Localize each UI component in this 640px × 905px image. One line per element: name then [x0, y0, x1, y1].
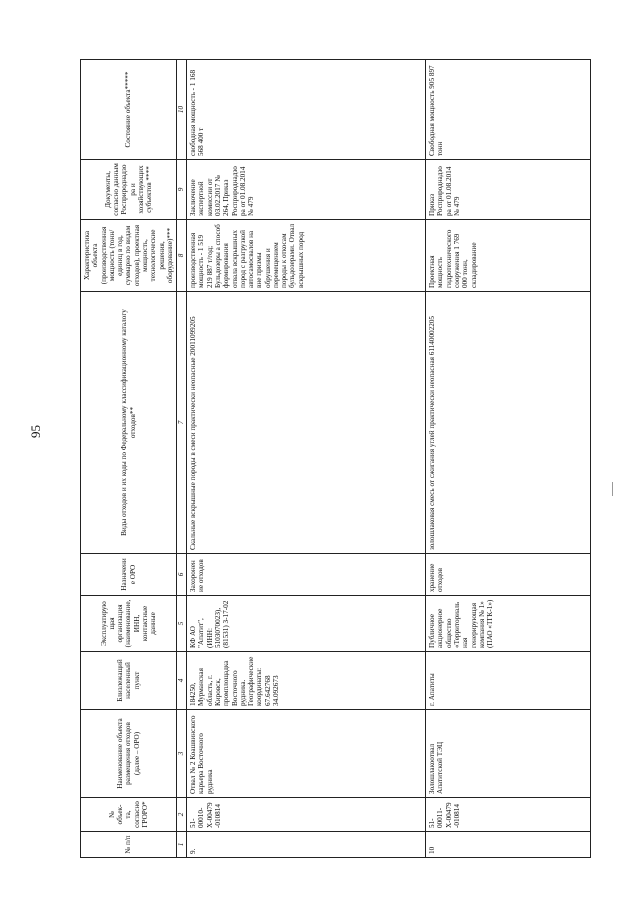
scan-mark: [612, 482, 613, 496]
table-row: [426, 60, 591, 858]
rotated-table-container: [80, 60, 600, 858]
column-number: 3: [177, 710, 187, 798]
page-number: 95: [28, 425, 43, 438]
cell-characteristics: производственная мощность - 1 519 219 887 т/год; Бульдозеры а способ формирования отвала вскрышных пород с разгрузкой автосамосвалов на вне призмы обрушения и перемещением породы к откосам бульдозерами. Отвал вскрышных пород: [187, 220, 426, 292]
header-cell-documents: Документы, согласно данным Росприроднадзора и хозяйствующих субъектов ****: [81, 160, 177, 220]
cell-waste-types: золошлаковая смесь от сжигания углей практически неопасная 61140002205: [426, 292, 591, 554]
column-number: 4: [177, 652, 187, 710]
column-number: 5: [177, 596, 187, 652]
cell-state: Свободная мощность 905 897 тонн: [426, 60, 591, 160]
waste-objects-table: [80, 59, 591, 858]
cell-name: Отвал № 2 Коашвинского карьера Восточного рудника: [187, 710, 426, 798]
cell-characteristics: Проектная мощность гидротехнического сооружения 1 769 000 тонн, складирование: [426, 220, 591, 292]
cell-purpose: Захоронение отходов: [187, 554, 426, 596]
cell-operator: КФ АО "Апатит", (ИНН: 5103070023), (81531) 3-17-02: [187, 596, 426, 652]
header-cell-name: Наименование объекта размещения отходов (далее – ОРО): [81, 710, 177, 798]
cell-number: 10: [426, 832, 591, 858]
header-cell-characteristics: Характеристика объекта (производственная мощность (тонн/единиц в год, суммарно по видам отходов), проектная мощность, технологические решения, оборудование)***: [81, 220, 177, 292]
column-number: 2: [177, 798, 187, 832]
column-number: 9: [177, 160, 187, 220]
column-number: 1: [177, 832, 187, 858]
header-cell-groro: № объек-та, согласно ГРОРО*: [81, 798, 177, 832]
header-cell-number: № п/п: [81, 832, 177, 858]
cell-groro: 51-00010-Х-00479-010814: [187, 798, 426, 832]
header-cell-operator: Эксплуатирующая организация (наименование, ИНН, контактные данные: [81, 596, 177, 652]
cell-name: Золошлакоотвал Апатитской ТЭЦ: [426, 710, 591, 798]
cell-settlement: г. Апатиты: [426, 652, 591, 710]
cell-documents: Приказ Росприроднадзора от 01.08.2014 № 479: [426, 160, 591, 220]
header-cell-purpose: Назначение ОРО: [81, 554, 177, 596]
cell-settlement: 184250, Мурманская область, г. Кировск, промплощадка Восточного рудника. Географические координаты: 67.642768 34.092673: [187, 652, 426, 710]
cell-waste-types: Скальные вскрышные породы в смеси практически неопасные 20011099205: [187, 292, 426, 554]
column-number-row: [177, 60, 187, 858]
cell-documents: Заключение экспертной комиссии от 03.02.2017 № 264, Приказ Росприроднадзора от 01.08.2014 № 479: [187, 160, 426, 220]
cell-purpose: хранение отходов: [426, 554, 591, 596]
column-number: 6: [177, 554, 187, 596]
column-number: 8: [177, 220, 187, 292]
column-number: 10: [177, 60, 187, 160]
cell-number: 9.: [187, 832, 426, 858]
header-cell-waste-types: Виды отходов и их коды по Федеральному классификационному каталогу отходов**: [81, 292, 177, 554]
cell-groro: 51-00011-Х-00479-010814: [426, 798, 591, 832]
column-number: 7: [177, 292, 187, 554]
header-cell-state: Состояние объекта*****: [81, 60, 177, 160]
table-header-row: [81, 60, 177, 858]
cell-state: свободная мощность - 1 168 568 400 т: [187, 60, 426, 160]
header-cell-settlement: Близлежащий населенный пункт: [81, 652, 177, 710]
table-row: [187, 60, 426, 858]
cell-operator: Публичное акционерное общество «Территориальная генерирующая компания № 1» (ПАО «ТГК-1»): [426, 596, 591, 652]
